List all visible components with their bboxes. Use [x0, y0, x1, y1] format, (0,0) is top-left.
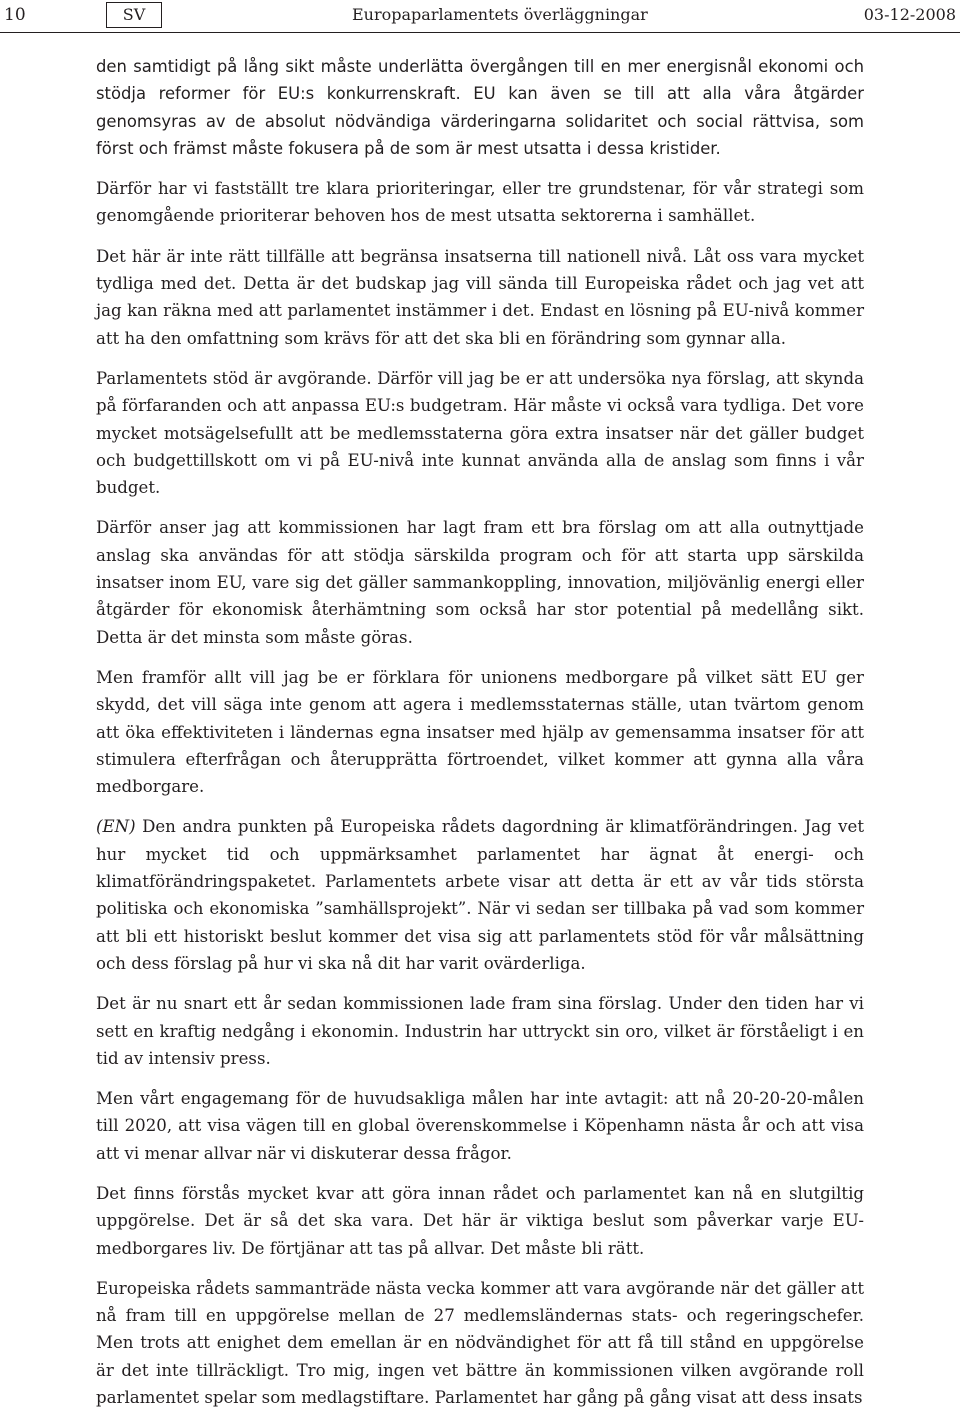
paragraph-text: Men framför allt vill jag be er förklara för unionens medborgare på vilket sätt EU ger skydd, det vill säga inte genom att agera i medlemsstaternas ställe, utan tvärtom genom att öka effektiviteten i ländernas egna insatser med hjälp av gemensamma insatser för att stimulera efterfrågan och återupprätta förtroendet, vilket kommer att gynna alla våra medborgare.	[96, 667, 864, 797]
language-badge: SV	[106, 2, 162, 28]
paragraph	[96, 1085, 864, 1167]
paragraph	[96, 514, 864, 650]
language-tag: (EN)	[96, 817, 136, 837]
paragraph-text: Det här är inte rätt tillfälle att begränsa insatserna till nationell nivå. Låt oss vara mycket tydliga med det. Detta är det budskap jag vill sända till Europeiska rådet och jag vet att jag kan räkna med att parlamentet instämmer i det. Endast en lösning på EU-nivå kommer att ha den omfattning som krävs för att det ska bli en förändring som gynnar alla.	[96, 246, 864, 348]
paragraph-text: Det finns förstås mycket kvar att göra innan rådet och parlamentet kan nå en slutgiltig uppgörelse. Det är så det ska vara. Det här är viktiga beslut som påverkar varje EU-medborgares liv. De förtjänar att tas på allvar. Det måste bli rätt.	[96, 1183, 864, 1258]
paragraph-text: den samtidigt på lång sikt måste underlätta övergången till en mer energisnål ekonomi och stödja reformer för EU:s konkurrenskraft. EU kan även se till att alla våra åtgärder genomsyras av de absolut nödvändiga värderingarna solidaritet och social rättvisa, som först och främst måste fokusera på de som är mest utsatta i dessa kristider.	[96, 57, 864, 158]
paragraph-text: Den andra punkten på Europeiska rådets dagordning är klimatförändringen. Jag vet hur mycket tid och uppmärksamhet parlamentet har ägnat åt energi- och klimatförändringspaketet. Parlamentets arbete visar att detta är ett av vår tids största politiska och ekonomiska ”samhällsprojekt”. När vi sedan ser tillbaka på vad som kommer att bli ett historiskt beslut kommer det visa sig att parlamentets stöd för vår målsättning och dess förslag på hur vi ska nå dit har varit ovärderliga.	[96, 817, 865, 973]
paragraph	[96, 53, 864, 162]
paragraph	[96, 664, 864, 800]
publication-title: Europaparlamentets överläggningar	[352, 5, 648, 24]
paragraph	[96, 365, 864, 501]
publication-date: 03-12-2008	[863, 5, 956, 24]
paragraph	[96, 243, 864, 352]
paragraph-text: Men vårt engagemang för de huvudsakliga målen har inte avtagit: att nå 20-20-20-målen till 2020, att visa vägen till en global överenskommelse i Köpenhamn nästa år och att visa att vi menar allvar när vi diskuterar dessa frågor.	[96, 1089, 864, 1163]
document-body	[96, 53, 864, 1411]
paragraph	[96, 1275, 864, 1411]
paragraph-text: Det är nu snart ett år sedan kommissionen lade fram sina förslag. Under den tiden har vi sett en kraftig nedgång i ekonomin. Industrin har uttryckt sin oro, vilket är förståeligt i en tid av intensiv press.	[96, 994, 864, 1068]
paragraph	[96, 813, 864, 977]
page-number: 10	[4, 5, 26, 25]
paragraph	[96, 990, 864, 1072]
paragraph	[96, 1180, 864, 1262]
paragraph-text: Parlamentets stöd är avgörande. Därför vill jag be er att undersöka nya förslag, att skynda på förfaranden och att anpassa EU:s budgetram. Här måste vi också vara tydliga. Det vore mycket motsägelsefullt att be medlemsstaterna göra extra insatser när det gäller budget och budgettillskott om vi på EU-nivå inte kunnat använda alla de anslag som finns i vår budget.	[96, 368, 864, 498]
paragraph-text: Därför anser jag att kommissionen har lagt fram ett bra förslag om att alla outnyttjade anslag ska användas för att stödja särskilda program och för att starta upp särskilda insatser inom EU, vare sig det gäller sammankoppling, innovation, miljövänlig energi eller åtgärder för ekonomisk återhämtning som också har stor potential på medellång sikt. Detta är det minsta som måste göras.	[96, 518, 864, 647]
paragraph	[96, 175, 864, 230]
paragraph-text: Därför har vi fastställt tre klara prioriteringar, eller tre grundstenar, för vår strategi som genomgående prioriterar behoven hos de mest utsatta sektorerna i samhället.	[96, 179, 864, 226]
header-divider	[0, 32, 960, 33]
paragraph-text: Europeiska rådets sammanträde nästa vecka kommer att vara avgörande när det gäller att nå fram till en uppgörelse mellan de 27 medlemsländernas stats- och regeringschefer. Men trots att enighet dem emellan är en nödvändighet för att få till stånd en uppgörelse är det inte tillräckligt. Tro mig, ingen vet bättre än kommissionen vilken avgörande roll parlamentet spelar som medlagstiftare. Parlamentet har gång på gång visat att dess insats	[96, 1278, 864, 1408]
page-header	[0, 0, 960, 34]
